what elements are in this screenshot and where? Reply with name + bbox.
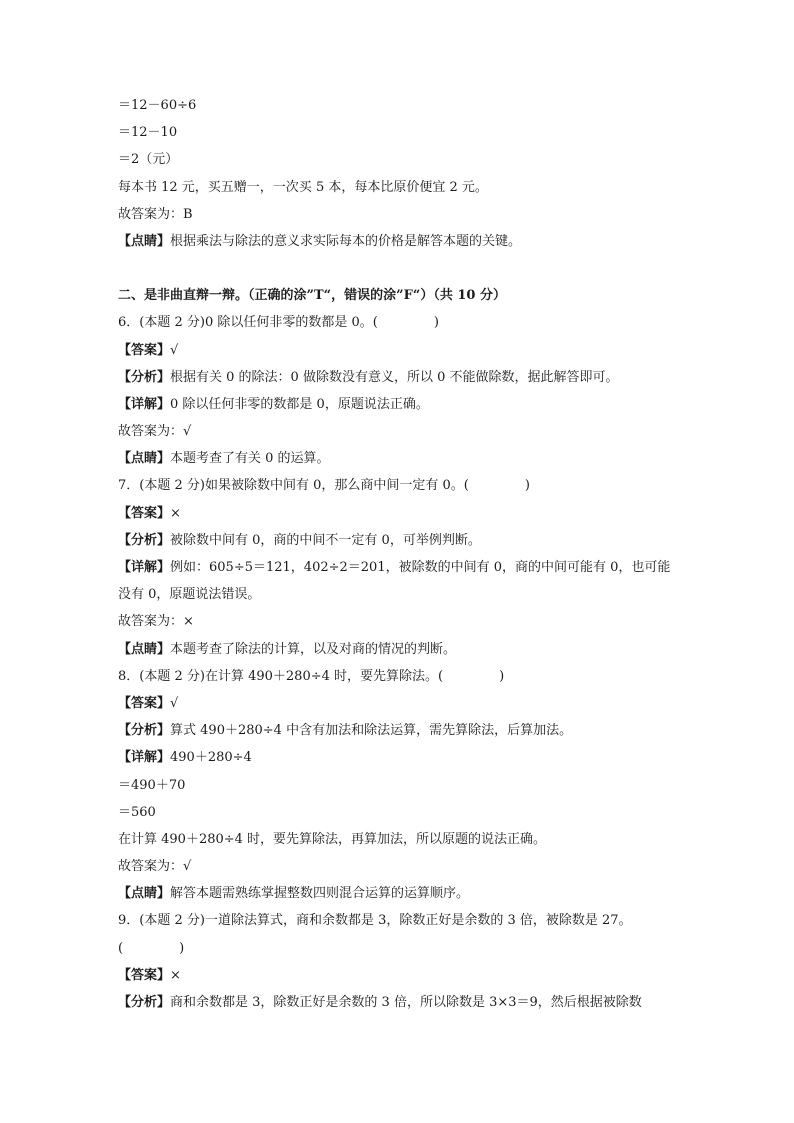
comment-tag: 【点睛】: [118, 451, 171, 467]
analysis-line: [118, 364, 678, 391]
question-stem: [118, 472, 678, 499]
comment-tag: 【点睛】: [118, 886, 171, 902]
analysis-text: 商和余数都是 3，除数正好是余数的 3 倍，所以除数是 3×3＝9，然后根据被除数: [170, 995, 642, 1010]
detail-line: [118, 554, 678, 581]
comment-text: 本题考查了除法的计算，以及对商的情况的判断。: [170, 641, 457, 657]
question-stem: [118, 663, 678, 690]
analysis-tag: 【分析】: [118, 723, 171, 739]
explanation-text: 在计算 490＋280÷4 时，要先算除法，再算加法，所以原题的说法正确。: [118, 831, 547, 847]
comment-text: 根据乘法与除法的意义求实际每本的价格是解答本题的关键。: [170, 233, 522, 249]
detail-text: 0 除以任何非零的数都是 0，原题说法正确。: [170, 396, 429, 412]
answer-text: ×: [170, 505, 181, 521]
answer-line: [118, 500, 678, 527]
paren-close: ): [524, 478, 530, 494]
comment-text: 解答本题需熟练掌握整数四则混合运算的运算顺序。: [170, 886, 470, 902]
spacer: [118, 255, 678, 282]
answer-text: √: [170, 695, 179, 711]
calc-step: ＝490＋70: [118, 777, 186, 793]
answer-text: √: [170, 342, 179, 358]
calc-step: ＝12－60÷6: [118, 98, 197, 113]
answer-paren-line: [118, 935, 678, 962]
answer-tag: 【答案】: [118, 695, 171, 711]
calc-step: ＝560: [118, 804, 156, 820]
calc-step: ＝2（元）: [118, 152, 179, 168]
paren-close: ): [499, 668, 505, 684]
answer-tag: 【答案】: [118, 505, 171, 521]
answer-line: [118, 337, 678, 364]
answer-line: [118, 962, 678, 989]
answer-text: ×: [170, 967, 181, 983]
detail-tag: 【详解】: [118, 750, 171, 766]
paren-close: ): [179, 940, 185, 956]
answer-line: [118, 690, 678, 717]
comment-line: [118, 228, 678, 255]
comment-line: [118, 636, 678, 663]
paren-open: (: [118, 940, 124, 956]
paren-close: ): [433, 315, 439, 331]
answer-tag: 【答案】: [118, 967, 171, 983]
analysis-tag: 【分析】: [118, 369, 171, 385]
analysis-text: 根据有关 0 的除法：0 做除数没有意义，所以 0 不能做除数，据此解答即可。: [170, 369, 619, 385]
analysis-line: [118, 527, 678, 554]
question-text: 6．(本题 2 分)0 除以任何非零的数都是 0。(: [118, 315, 378, 331]
question-stem: [118, 309, 678, 336]
analysis-text: 算式 490＋280÷4 中含有加法和除法运算，需先算除法，后算加法。: [170, 723, 573, 739]
comment-tag: 【点睛】: [118, 641, 171, 657]
detail-continuation: 没有 0，原题说法错误。: [118, 587, 261, 603]
detail-tag: 【详解】: [118, 560, 171, 575]
detail-text: 例如：605÷5＝121，402÷2＝201，被除数的中间有 0，商的中间可能有 0，也可能: [170, 560, 671, 575]
analysis-line: [118, 989, 678, 1016]
comment-text: 本题考查了有关 0 的运算。: [170, 451, 330, 467]
conclusion-text: 故答案为：×: [118, 614, 194, 630]
question-text: 7．(本题 2 分)如果被除数中间有 0，那么商中间一定有 0。(: [118, 478, 469, 494]
answer-tag: 【答案】: [118, 342, 171, 358]
conclusion-text: 故答案为：B: [118, 206, 193, 222]
detail-line: [118, 391, 678, 418]
analysis-text: 被除数中间有 0，商的中间不一定有 0，可举例判断。: [170, 532, 481, 548]
section-title: 二、是非曲直辩一辩。（正确的涂”T“，错误的涂”F“）（共 10 分）: [118, 288, 506, 304]
comment-tag: 【点睛】: [118, 233, 171, 249]
analysis-line: [118, 717, 678, 744]
analysis-tag: 【分析】: [118, 995, 171, 1010]
detail-text: 490＋280÷4: [170, 750, 252, 766]
analysis-tag: 【分析】: [118, 532, 171, 548]
conclusion-text: 故答案为：√: [118, 424, 192, 440]
question-stem: 9．(本题 2 分)一道除法算式，商和余数都是 3，除数正好是余数的 3 倍，被除数是 27。: [118, 913, 632, 929]
comment-line: [118, 880, 678, 907]
calc-step: ＝12－10: [118, 125, 178, 141]
comment-line: [118, 445, 678, 472]
explanation-text: 每本书 12 元，买五赠一，一次买 5 本，每本比原价便宜 2 元。: [118, 179, 488, 195]
document-content: [118, 92, 678, 1016]
detail-tag: 【详解】: [118, 396, 171, 412]
question-text: 8．(本题 2 分)在计算 490＋280÷4 时，要先算除法。(: [118, 668, 444, 684]
conclusion-text: 故答案为：√: [118, 859, 192, 875]
detail-line: [118, 744, 678, 771]
